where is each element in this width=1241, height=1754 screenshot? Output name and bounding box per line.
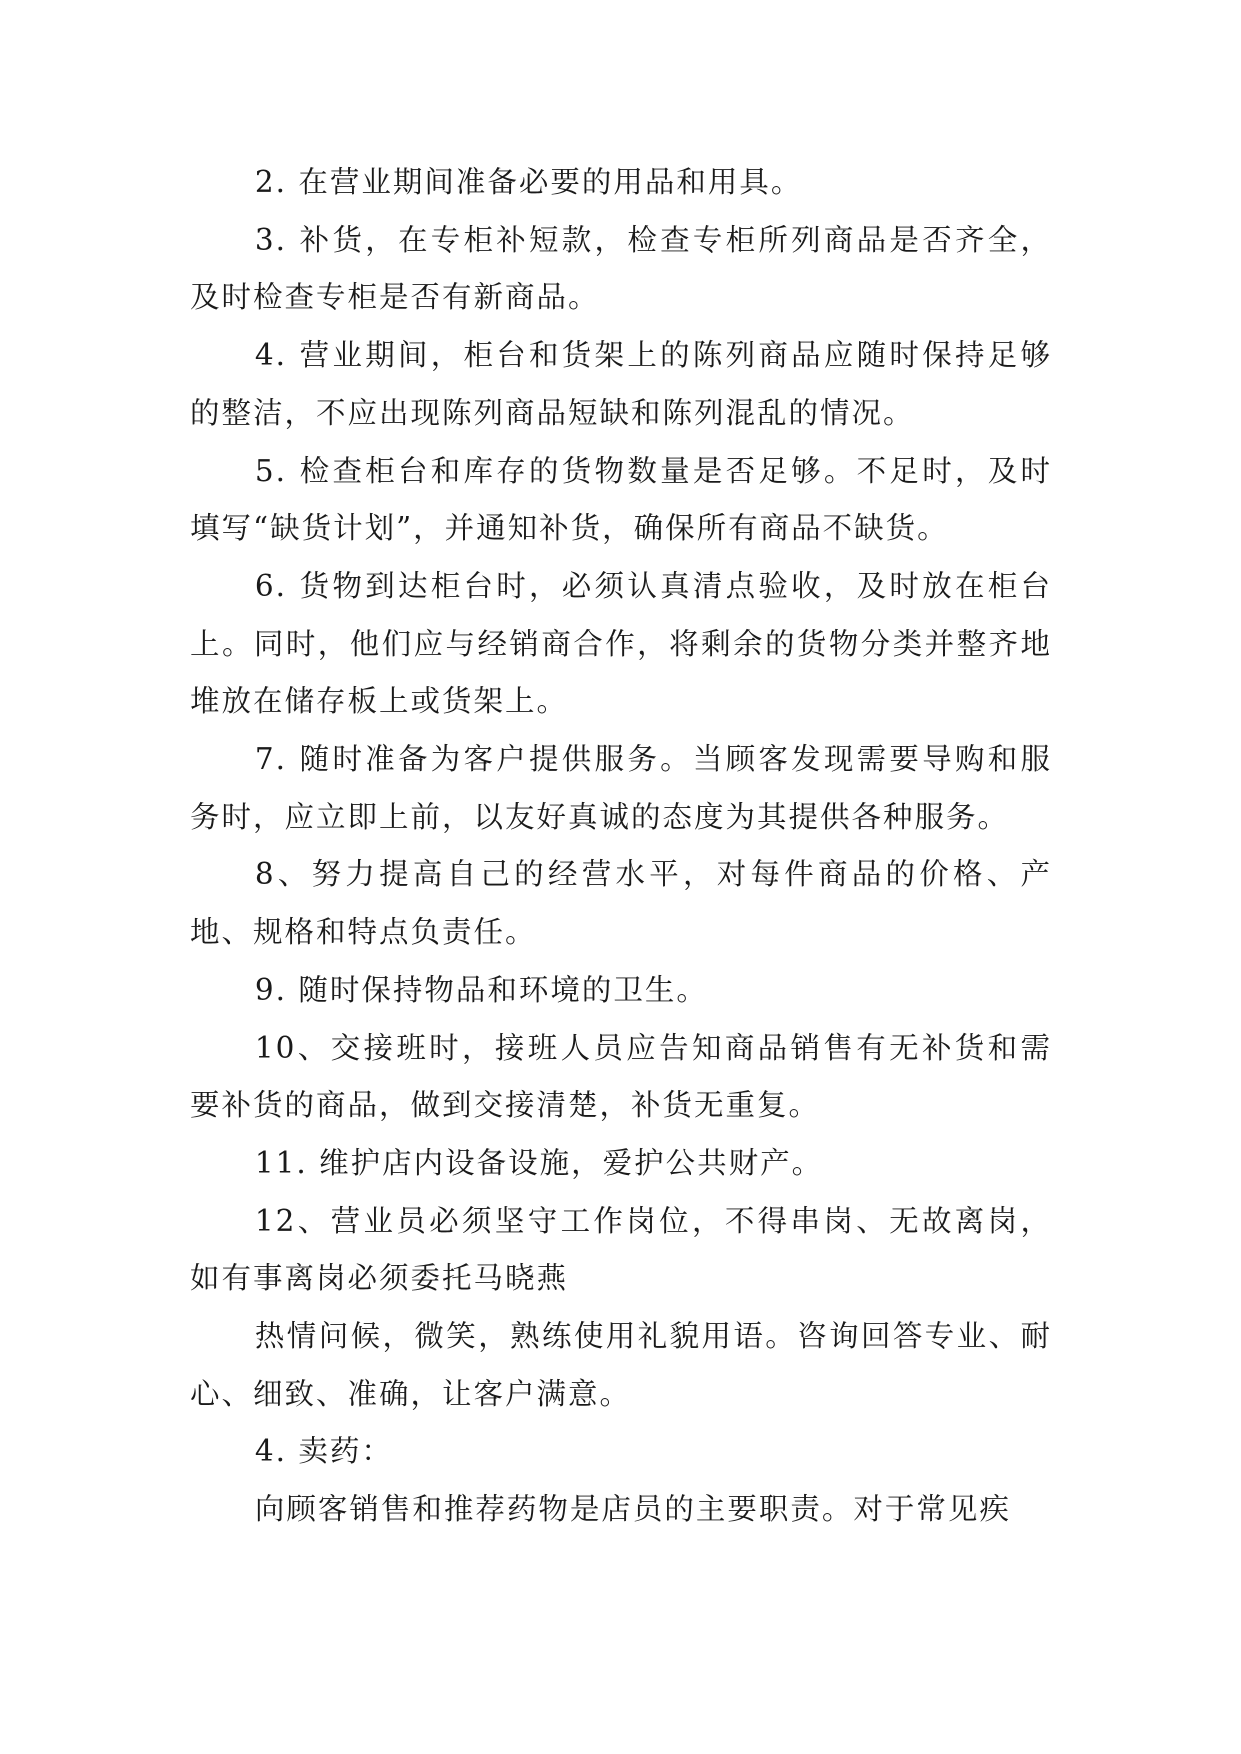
paragraph-item-9: 9. 随时保持物品和环境的卫生。 [254,972,708,1007]
paragraph-item-4: 4. 营业期间，柜台和货架上的陈列商品应随时保持足够的整洁，不应出现陈列商品短缺和陈列混乱的情况。 [190,338,1052,430]
paragraph-item-3: 3. 补货，在专柜补短款，检查专柜所列商品是否齐全，及时检查专柜是否有新商品。 [190,222,1052,315]
paragraph-item-11: 11. 维护店内设备设施，爱护公共财产。 [254,1145,824,1180]
paragraph-item-2: 2. 在营业期间准备必要的用品和用具。 [254,165,803,199]
paragraph-item-5: 5. 检查柜台和库存的货物数量是否足够。不足时，及时填写“缺货计划”，并通知补货，确保所有商品不缺货。 [190,453,1052,546]
paragraph-greeting: 热情问候，微笑，熟练使用礼貌用语。咨询回答专业、耐心、细致、准确，让客户满意。 [190,1319,1052,1411]
paragraph-item-12: 12、营业员必须坚守工作岗位，不得串岗、无故离岗，如有事离岗必须委托马晓燕 [190,1203,1052,1296]
paragraph-selling-medicine: 向顾客销售和推荐药物是店员的主要职责。对于常见疾 [254,1492,1011,1527]
section-heading-selling-medicine: 4. 卖药： [254,1434,393,1469]
paragraph-item-10: 10、交接班时，接班人员应告知商品销售有无补货和需要补货的商品，做到交接清楚，补货无重复。 [190,1030,1052,1123]
paragraph-item-6: 6. 货物到达柜台时，必须认真清点验收，及时放在柜台上。同时，他们应与经销商合作，将剩余的货物分类并整齐地堆放在储存板上或货架上。 [190,568,1052,719]
paragraph-item-8: 8、努力提高自己的经营水平，对每件商品的价格、产地、规格和特点负责任。 [190,857,1052,950]
document-body [190,154,1052,1539]
paragraph-item-7: 7. 随时准备为客户提供服务。当顾客发现需要导购和服务时，应立即上前，以友好真诚的态度为其提供各种服务。 [190,742,1052,834]
